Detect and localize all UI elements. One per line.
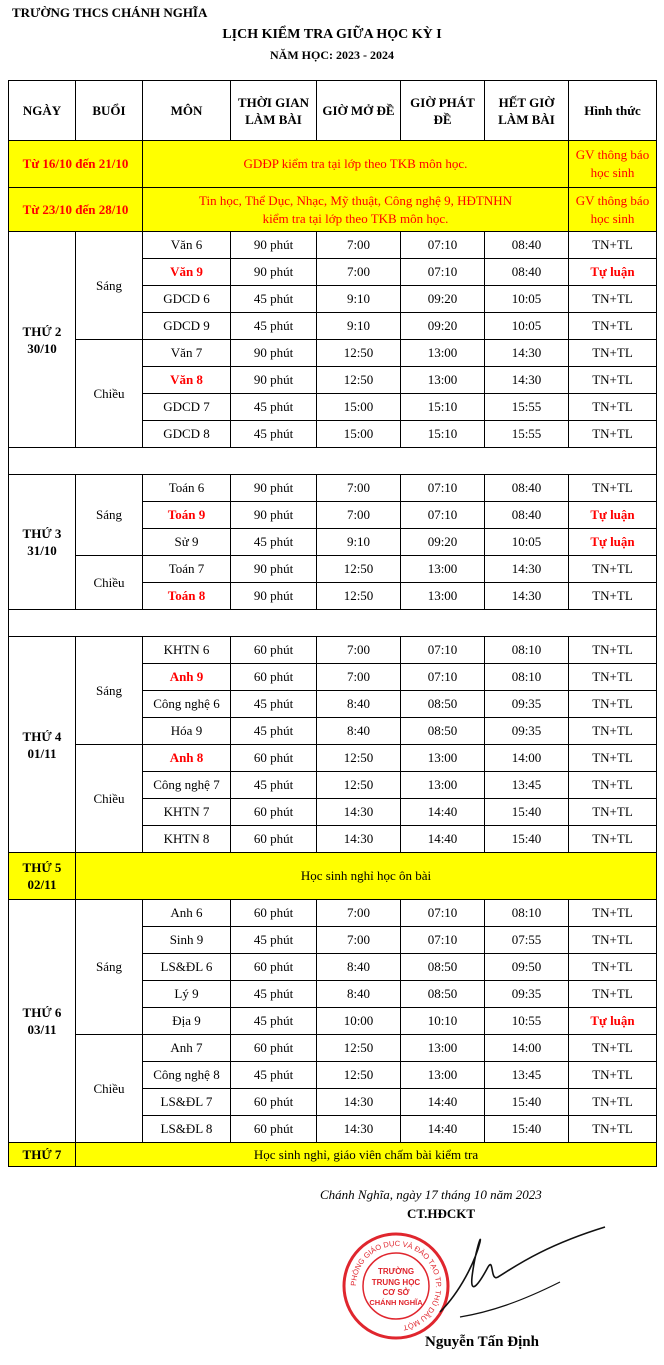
end-header-line2: LÀM BÀI bbox=[498, 111, 555, 127]
day-name: THỨ 6 bbox=[22, 1005, 62, 1020]
end-time-cell: 09:50 bbox=[485, 954, 569, 981]
end-time-cell: 10:05 bbox=[485, 529, 569, 556]
open-time-cell: 12:50 bbox=[317, 1062, 401, 1089]
notice-1-format-line2: học sinh bbox=[590, 165, 635, 180]
open-time-cell: 7:00 bbox=[317, 475, 401, 502]
subject-cell: LS&ĐL 6 bbox=[143, 954, 231, 981]
subject-cell: GDCD 9 bbox=[143, 313, 231, 340]
end-time-cell: 14:30 bbox=[485, 340, 569, 367]
open-time-cell: 7:00 bbox=[317, 502, 401, 529]
format-cell: TN+TL bbox=[569, 1116, 657, 1143]
subject-cell: Anh 9 bbox=[143, 664, 231, 691]
spacer-row bbox=[9, 448, 657, 475]
format-cell: TN+TL bbox=[569, 421, 657, 448]
stamp-line-4: CHÁNH NGHĨA bbox=[369, 1298, 423, 1307]
end-time-cell: 15:55 bbox=[485, 394, 569, 421]
issue-time-cell: 15:10 bbox=[401, 394, 485, 421]
thursday-note: Học sinh nghỉ học ôn bài bbox=[76, 853, 657, 900]
school-year: NĂM HỌC: 2023 - 2024 bbox=[270, 48, 394, 62]
notice-row-2 bbox=[9, 188, 657, 232]
duration-cell: 45 phút bbox=[231, 529, 317, 556]
end-time-cell: 08:10 bbox=[485, 637, 569, 664]
table-row bbox=[9, 637, 657, 664]
duration-cell: 45 phút bbox=[231, 691, 317, 718]
open-time-cell: 7:00 bbox=[317, 637, 401, 664]
day-date: 30/10 bbox=[27, 340, 57, 356]
subject-cell: Văn 8 bbox=[143, 367, 231, 394]
open-time-cell: 12:50 bbox=[317, 1035, 401, 1062]
col-header-open: GIỜ MỞ ĐỀ bbox=[317, 81, 401, 141]
stamp-line-1: TRƯỜNG bbox=[377, 1267, 415, 1276]
subject-cell: Toán 8 bbox=[143, 583, 231, 610]
duration-cell: 45 phút bbox=[231, 286, 317, 313]
format-cell: TN+TL bbox=[569, 927, 657, 954]
duration-cell: 90 phút bbox=[231, 583, 317, 610]
duration-cell: 90 phút bbox=[231, 367, 317, 394]
duration-cell: 45 phút bbox=[231, 927, 317, 954]
issue-time-cell: 09:20 bbox=[401, 313, 485, 340]
day-cell-thu bbox=[9, 853, 76, 900]
table-row bbox=[9, 745, 657, 772]
open-time-cell: 9:10 bbox=[317, 313, 401, 340]
duration-cell: 90 phút bbox=[231, 259, 317, 286]
issue-time-cell: 13:00 bbox=[401, 1062, 485, 1089]
col-header-session: BUỔI bbox=[76, 81, 143, 141]
format-cell: TN+TL bbox=[569, 691, 657, 718]
subject-cell: Văn 9 bbox=[143, 259, 231, 286]
issue-time-cell: 14:40 bbox=[401, 799, 485, 826]
issue-time-cell: 07:10 bbox=[401, 502, 485, 529]
subject-cell: KHTN 8 bbox=[143, 826, 231, 853]
duration-cell: 60 phút bbox=[231, 1116, 317, 1143]
col-header-subject: MÔN bbox=[143, 81, 231, 141]
format-cell: TN+TL bbox=[569, 232, 657, 259]
format-cell: TN+TL bbox=[569, 799, 657, 826]
duration-cell: 60 phút bbox=[231, 745, 317, 772]
issue-time-cell: 14:40 bbox=[401, 1116, 485, 1143]
subject-cell: GDCD 8 bbox=[143, 421, 231, 448]
stamp-line-3: CƠ SỞ bbox=[382, 1288, 410, 1297]
saturday-note: Học sinh nghỉ, giáo viên chấm bài kiểm tra bbox=[76, 1143, 657, 1167]
end-time-cell: 08:10 bbox=[485, 664, 569, 691]
open-time-cell: 7:00 bbox=[317, 664, 401, 691]
duration-cell: 60 phút bbox=[231, 637, 317, 664]
open-time-cell: 8:40 bbox=[317, 981, 401, 1008]
format-cell: Tự luận bbox=[569, 529, 657, 556]
issue-time-cell: 09:20 bbox=[401, 286, 485, 313]
end-time-cell: 15:40 bbox=[485, 799, 569, 826]
open-time-cell: 14:30 bbox=[317, 799, 401, 826]
open-time-cell: 12:50 bbox=[317, 583, 401, 610]
duration-cell: 60 phút bbox=[231, 799, 317, 826]
issue-time-cell: 13:00 bbox=[401, 367, 485, 394]
open-time-cell: 12:50 bbox=[317, 556, 401, 583]
open-time-cell: 12:50 bbox=[317, 745, 401, 772]
duration-cell: 60 phút bbox=[231, 900, 317, 927]
end-time-cell: 08:40 bbox=[485, 502, 569, 529]
day-cell-mon bbox=[9, 232, 76, 448]
subject-cell: Sử 9 bbox=[143, 529, 231, 556]
subject-cell: Công nghệ 7 bbox=[143, 772, 231, 799]
end-time-cell: 14:30 bbox=[485, 367, 569, 394]
table-row bbox=[9, 556, 657, 583]
issue-time-cell: 07:10 bbox=[401, 664, 485, 691]
table-row bbox=[9, 900, 657, 927]
session-afternoon: Chiều bbox=[76, 340, 143, 448]
end-time-cell: 08:10 bbox=[485, 900, 569, 927]
session-afternoon: Chiều bbox=[76, 556, 143, 610]
issue-header-line2: ĐỀ bbox=[433, 111, 452, 127]
col-header-end bbox=[485, 81, 569, 141]
subject-cell: LS&ĐL 7 bbox=[143, 1089, 231, 1116]
subject-cell: Anh 7 bbox=[143, 1035, 231, 1062]
end-time-cell: 09:35 bbox=[485, 718, 569, 745]
issue-time-cell: 10:10 bbox=[401, 1008, 485, 1035]
duration-cell: 90 phút bbox=[231, 232, 317, 259]
day-date: 02/11 bbox=[27, 877, 57, 892]
end-time-cell: 15:55 bbox=[485, 421, 569, 448]
duration-cell: 45 phút bbox=[231, 421, 317, 448]
stamp-line-2: TRUNG HỌC bbox=[371, 1278, 421, 1287]
day-cell-wed bbox=[9, 637, 76, 853]
end-time-cell: 10:05 bbox=[485, 313, 569, 340]
end-time-cell: 15:40 bbox=[485, 1089, 569, 1116]
duration-cell: 45 phút bbox=[231, 981, 317, 1008]
format-cell: TN+TL bbox=[569, 900, 657, 927]
open-time-cell: 14:30 bbox=[317, 1089, 401, 1116]
end-time-cell: 09:35 bbox=[485, 981, 569, 1008]
format-cell: TN+TL bbox=[569, 826, 657, 853]
end-header-line1: HẾT GIỜ bbox=[498, 94, 555, 110]
subject-cell: Hóa 9 bbox=[143, 718, 231, 745]
open-time-cell: 10:00 bbox=[317, 1008, 401, 1035]
signature-underline bbox=[460, 1282, 560, 1317]
col-header-format: Hình thức bbox=[569, 81, 657, 141]
issue-time-cell: 14:40 bbox=[401, 826, 485, 853]
session-morning: Sáng bbox=[76, 637, 143, 745]
exam-schedule-table bbox=[8, 80, 657, 1167]
duration-cell: 90 phút bbox=[231, 556, 317, 583]
issue-header-line1: GIỜ PHÁT bbox=[410, 94, 475, 110]
table-row bbox=[9, 1035, 657, 1062]
open-time-cell: 7:00 bbox=[317, 232, 401, 259]
open-time-cell: 9:10 bbox=[317, 529, 401, 556]
open-time-cell: 9:10 bbox=[317, 286, 401, 313]
issue-time-cell: 13:00 bbox=[401, 556, 485, 583]
issue-time-cell: 07:10 bbox=[401, 637, 485, 664]
subject-cell: KHTN 7 bbox=[143, 799, 231, 826]
session-morning: Sáng bbox=[76, 475, 143, 556]
duration-header-line1: THỜI GIAN bbox=[237, 94, 310, 110]
day-cell-tue bbox=[9, 475, 76, 610]
end-time-cell: 10:55 bbox=[485, 1008, 569, 1035]
format-cell: Tự luận bbox=[569, 502, 657, 529]
col-header-duration bbox=[231, 81, 317, 141]
notice-1-format-line1: GV thông báo bbox=[575, 147, 650, 162]
day-cell-sat: THỨ 7 bbox=[9, 1143, 76, 1167]
col-header-issue bbox=[401, 81, 485, 141]
open-time-cell: 7:00 bbox=[317, 259, 401, 286]
duration-cell: 90 phút bbox=[231, 340, 317, 367]
subject-cell: Toán 9 bbox=[143, 502, 231, 529]
issue-time-cell: 08:50 bbox=[401, 718, 485, 745]
duration-cell: 45 phút bbox=[231, 772, 317, 799]
duration-cell: 60 phút bbox=[231, 954, 317, 981]
open-time-cell: 12:50 bbox=[317, 340, 401, 367]
notice-2-text bbox=[143, 188, 569, 232]
issue-time-cell: 13:00 bbox=[401, 583, 485, 610]
subject-cell: Công nghệ 8 bbox=[143, 1062, 231, 1089]
notice-1-date: Từ 16/10 đến 21/10 bbox=[9, 141, 143, 188]
issue-time-cell: 14:40 bbox=[401, 1089, 485, 1116]
session-morning: Sáng bbox=[76, 900, 143, 1035]
open-time-cell: 12:50 bbox=[317, 367, 401, 394]
subject-cell: Toán 6 bbox=[143, 475, 231, 502]
issue-time-cell: 13:00 bbox=[401, 772, 485, 799]
duration-cell: 45 phút bbox=[231, 718, 317, 745]
format-cell: TN+TL bbox=[569, 556, 657, 583]
notice-1-format bbox=[569, 141, 657, 188]
notice-2-text-line1: Tin học, Thể Dục, Nhạc, Mỹ thuật, Công nghệ 9, HĐTNHN bbox=[198, 192, 513, 208]
day-date: 03/11 bbox=[27, 1022, 57, 1037]
open-time-cell: 8:40 bbox=[317, 954, 401, 981]
spacer-row bbox=[9, 610, 657, 637]
format-cell: TN+TL bbox=[569, 954, 657, 981]
subject-cell: Anh 8 bbox=[143, 745, 231, 772]
day-name: THỨ 4 bbox=[22, 728, 62, 744]
issue-time-cell: 08:50 bbox=[401, 954, 485, 981]
duration-cell: 45 phút bbox=[231, 394, 317, 421]
place-date: Chánh Nghĩa, ngày 17 tháng 10 năm 2023 bbox=[320, 1187, 542, 1202]
end-time-cell: 08:40 bbox=[485, 475, 569, 502]
notice-2-date: Từ 23/10 đến 28/10 bbox=[9, 188, 143, 232]
subject-cell: Sinh 9 bbox=[143, 927, 231, 954]
day-date: 31/10 bbox=[27, 543, 57, 558]
end-time-cell: 14:00 bbox=[485, 1035, 569, 1062]
session-morning: Sáng bbox=[76, 232, 143, 340]
table-row bbox=[9, 475, 657, 502]
format-cell: Tự luận bbox=[569, 259, 657, 286]
open-time-cell: 8:40 bbox=[317, 691, 401, 718]
format-cell: TN+TL bbox=[569, 583, 657, 610]
format-cell: TN+TL bbox=[569, 367, 657, 394]
issue-time-cell: 07:10 bbox=[401, 475, 485, 502]
open-time-cell: 12:50 bbox=[317, 772, 401, 799]
subject-cell: Địa 9 bbox=[143, 1008, 231, 1035]
open-time-cell: 8:40 bbox=[317, 718, 401, 745]
format-cell: TN+TL bbox=[569, 286, 657, 313]
duration-cell: 60 phút bbox=[231, 1035, 317, 1062]
saturday-row bbox=[9, 1143, 657, 1167]
duration-cell: 90 phút bbox=[231, 475, 317, 502]
day-date: 01/11 bbox=[27, 745, 57, 761]
subject-cell: Văn 6 bbox=[143, 232, 231, 259]
duration-cell: 90 phút bbox=[231, 502, 317, 529]
open-time-cell: 7:00 bbox=[317, 927, 401, 954]
notice-1-text: GDĐP kiểm tra tại lớp theo TKB môn học. bbox=[143, 141, 569, 188]
open-time-cell: 15:00 bbox=[317, 394, 401, 421]
end-time-cell: 07:55 bbox=[485, 927, 569, 954]
day-name: THỨ 2 bbox=[22, 323, 62, 339]
page-title: LỊCH KIỂM TRA GIỮA HỌC KỲ I bbox=[222, 27, 442, 42]
school-name: TRƯỜNG THCS CHÁNH NGHĨA bbox=[12, 5, 208, 20]
open-time-cell: 14:30 bbox=[317, 826, 401, 853]
notice-row-1 bbox=[9, 141, 657, 188]
issue-time-cell: 08:50 bbox=[401, 691, 485, 718]
day-cell-fri bbox=[9, 900, 76, 1143]
format-cell: TN+TL bbox=[569, 745, 657, 772]
duration-cell: 45 phút bbox=[231, 1008, 317, 1035]
format-cell: TN+TL bbox=[569, 981, 657, 1008]
format-cell: TN+TL bbox=[569, 718, 657, 745]
signature-icon bbox=[420, 1222, 610, 1332]
duration-header-line2: LÀM BÀI bbox=[245, 111, 302, 127]
end-time-cell: 14:00 bbox=[485, 745, 569, 772]
format-cell: TN+TL bbox=[569, 475, 657, 502]
format-cell: TN+TL bbox=[569, 664, 657, 691]
thursday-row bbox=[9, 853, 657, 900]
issue-time-cell: 13:00 bbox=[401, 1035, 485, 1062]
subject-cell: KHTN 6 bbox=[143, 637, 231, 664]
open-time-cell: 14:30 bbox=[317, 1116, 401, 1143]
duration-cell: 45 phút bbox=[231, 1062, 317, 1089]
duration-cell: 60 phút bbox=[231, 664, 317, 691]
signer-name: Nguyễn Tấn Định bbox=[425, 1334, 539, 1350]
end-time-cell: 13:45 bbox=[485, 772, 569, 799]
notice-2-format-line1: GV thông báo bbox=[575, 192, 650, 208]
notice-2-format-line2: học sinh bbox=[590, 210, 635, 226]
end-time-cell: 15:40 bbox=[485, 1116, 569, 1143]
spacer-cell bbox=[9, 610, 657, 637]
day-name: THỨ 3 bbox=[22, 526, 62, 541]
format-cell: TN+TL bbox=[569, 772, 657, 799]
issue-time-cell: 08:50 bbox=[401, 981, 485, 1008]
end-time-cell: 08:40 bbox=[485, 232, 569, 259]
issue-time-cell: 07:10 bbox=[401, 927, 485, 954]
subject-cell: LS&ĐL 8 bbox=[143, 1116, 231, 1143]
subject-cell: Văn 7 bbox=[143, 340, 231, 367]
subject-cell: Lý 9 bbox=[143, 981, 231, 1008]
format-cell: TN+TL bbox=[569, 313, 657, 340]
table-row bbox=[9, 340, 657, 367]
col-header-day: NGÀY bbox=[9, 81, 76, 141]
issue-time-cell: 13:00 bbox=[401, 745, 485, 772]
signer-position: CT.HĐCKT bbox=[407, 1206, 476, 1221]
subject-cell: Công nghệ 6 bbox=[143, 691, 231, 718]
format-cell: TN+TL bbox=[569, 637, 657, 664]
subject-cell: GDCD 7 bbox=[143, 394, 231, 421]
duration-cell: 60 phút bbox=[231, 826, 317, 853]
issue-time-cell: 07:10 bbox=[401, 900, 485, 927]
notice-2-format bbox=[569, 188, 657, 232]
session-afternoon: Chiều bbox=[76, 745, 143, 853]
issue-time-cell: 15:10 bbox=[401, 421, 485, 448]
end-time-cell: 10:05 bbox=[485, 286, 569, 313]
end-time-cell: 15:40 bbox=[485, 826, 569, 853]
end-time-cell: 08:40 bbox=[485, 259, 569, 286]
stamp-ring-text: PHÒNG GIÁO DỤC VÀ ĐÀO TẠO TP. THỦ DẦU MỘT bbox=[348, 1238, 444, 1333]
subject-cell: Toán 7 bbox=[143, 556, 231, 583]
day-name: THỨ 5 bbox=[22, 860, 62, 875]
spacer-cell bbox=[9, 448, 657, 475]
duration-cell: 60 phút bbox=[231, 1089, 317, 1116]
duration-cell: 45 phút bbox=[231, 313, 317, 340]
issue-time-cell: 07:10 bbox=[401, 232, 485, 259]
subject-cell: GDCD 6 bbox=[143, 286, 231, 313]
open-time-cell: 15:00 bbox=[317, 421, 401, 448]
issue-time-cell: 09:20 bbox=[401, 529, 485, 556]
subject-cell: Anh 6 bbox=[143, 900, 231, 927]
notice-2-text-line2: kiểm tra tại lớp theo TKB môn học. bbox=[262, 210, 449, 226]
format-cell: Tự luận bbox=[569, 1008, 657, 1035]
format-cell: TN+TL bbox=[569, 1035, 657, 1062]
table-row bbox=[9, 232, 657, 259]
header-row bbox=[9, 81, 657, 141]
end-time-cell: 13:45 bbox=[485, 1062, 569, 1089]
open-time-cell: 7:00 bbox=[317, 900, 401, 927]
format-cell: TN+TL bbox=[569, 1062, 657, 1089]
format-cell: TN+TL bbox=[569, 1089, 657, 1116]
session-afternoon: Chiều bbox=[76, 1035, 143, 1143]
end-time-cell: 14:30 bbox=[485, 583, 569, 610]
end-time-cell: 14:30 bbox=[485, 556, 569, 583]
end-time-cell: 09:35 bbox=[485, 691, 569, 718]
issue-time-cell: 07:10 bbox=[401, 259, 485, 286]
format-cell: TN+TL bbox=[569, 394, 657, 421]
issue-time-cell: 13:00 bbox=[401, 340, 485, 367]
format-cell: TN+TL bbox=[569, 340, 657, 367]
